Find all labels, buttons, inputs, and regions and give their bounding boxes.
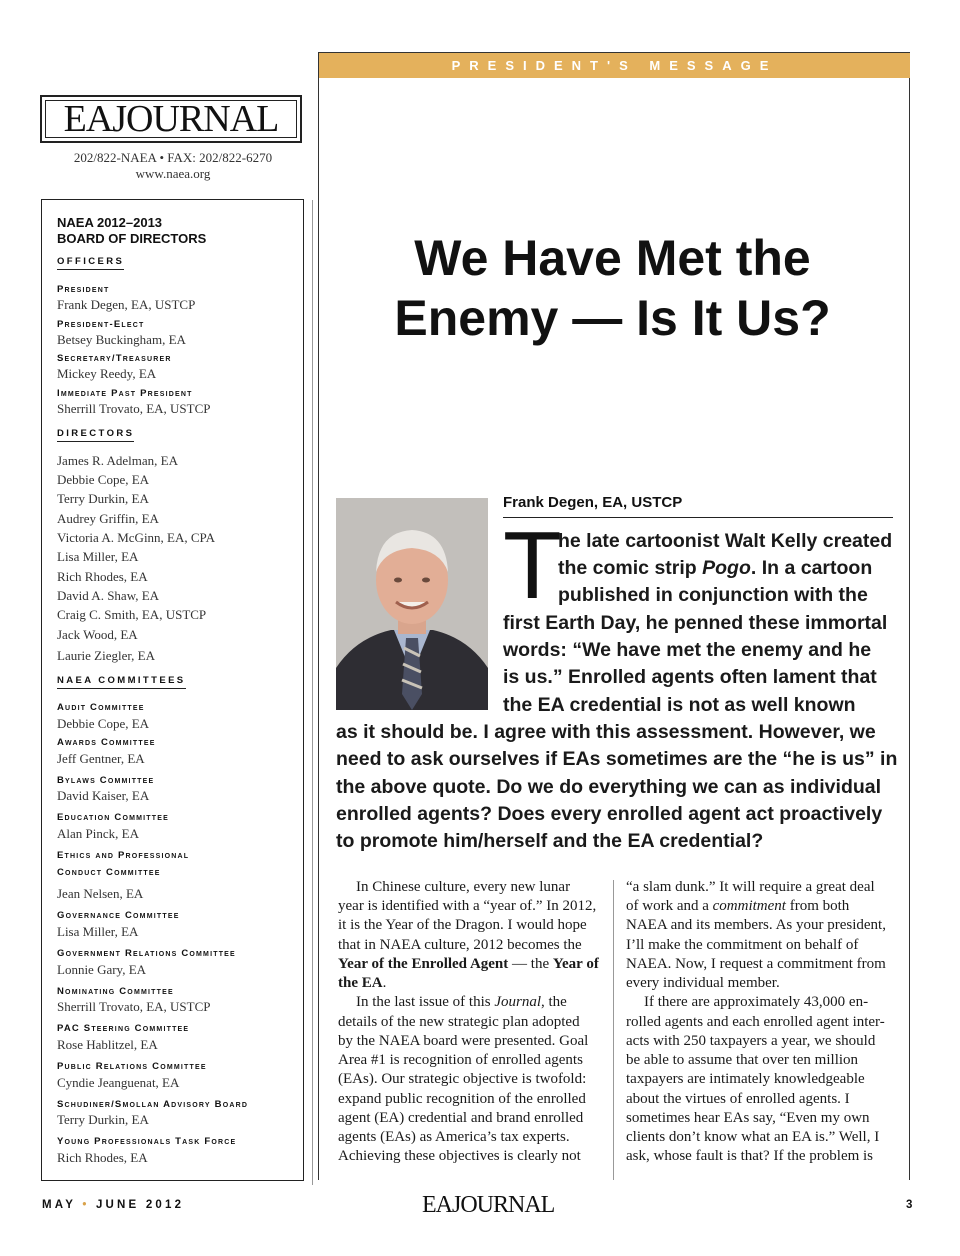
author-photo <box>336 498 488 710</box>
director-name: Debbie Cope, EA <box>57 472 150 487</box>
article-title <box>330 228 895 348</box>
body-line: by the NAEA board were presented. Goal <box>338 1033 589 1049</box>
article-title-line1: We Have Met the <box>414 230 811 286</box>
committee-name: Public Relations Committee <box>57 1061 207 1072</box>
committee-name: Audit Committee <box>57 702 145 713</box>
committee-chair: Alan Pinck, EA <box>57 826 139 841</box>
director-name: James R. Adelman, EA <box>57 453 178 468</box>
committee-name: PAC Steering Committee <box>57 1023 190 1034</box>
director-name: David A. Shaw, EA <box>57 588 160 603</box>
board-heading-years: NAEA 2012–2013 <box>57 215 163 230</box>
issue-month-2: JUNE 2012 <box>95 1199 185 1211</box>
committee-name-line2: Conduct Committee <box>57 867 161 878</box>
director-name: Terry Durkin, EA <box>57 491 149 506</box>
ea-journal-logo <box>40 95 302 143</box>
officer-role: President <box>57 284 110 295</box>
committee-chair: Lonnie Gary, EA <box>57 962 147 977</box>
column-divider <box>613 880 614 1180</box>
committee-chair: Terry Durkin, EA <box>57 1112 149 1127</box>
lead-line: first Earth Day, he penned these immortal <box>503 612 888 634</box>
committee-name: Awards Committee <box>57 737 156 748</box>
body-line: “a slam dunk.” It will require a great deal <box>626 879 875 895</box>
committee-name: Government Relations Committee <box>57 948 236 959</box>
body-line: NAEA and its members. As your president, <box>626 917 886 933</box>
officer-name: Betsey Buckingham, EA <box>57 332 186 347</box>
officer-role: Immediate Past President <box>57 388 193 399</box>
board-heading <box>57 215 206 247</box>
body-line: I’ll make the commitment on behalf of <box>626 937 859 953</box>
issue-month-1: MAY <box>42 1199 76 1211</box>
body-bold: Year of the Enrolled Agent <box>338 956 509 972</box>
lead-line <box>558 555 872 582</box>
director-name: Laurie Ziegler, EA <box>57 648 156 663</box>
committee-name: Schudiner/Smollan Advisory Board <box>57 1099 249 1110</box>
body-line: every individual member. <box>626 975 780 991</box>
body-line: expand public recognition of the enrolled <box>338 1091 586 1107</box>
lead-line: the above quote. Do we do everything we can as individual <box>336 776 882 798</box>
director-name: Victoria A. McGinn, EA, CPA <box>57 530 215 545</box>
committee-name: Bylaws Committee <box>57 775 155 786</box>
body-line: agents (EAs) as America’s tax experts. <box>338 1129 570 1145</box>
body-line: taxpayers are intimately knowledgeable <box>626 1071 865 1087</box>
committee-chair: Sherrill Trovato, EA, USTCP <box>57 999 211 1014</box>
body-line: rolled agents and each enrolled agent inter- <box>626 1014 885 1030</box>
committee-chair: Jeff Gentner, EA <box>57 751 145 766</box>
body-bold: the EA <box>338 975 383 991</box>
body-text: , the <box>541 994 567 1010</box>
body-line: (EAs). Our strategic objective is twofold: <box>338 1071 587 1087</box>
lead-line: words: “We have met the enemy and he <box>503 639 872 661</box>
lead-line: to promote him/herself and the EA credential? <box>336 830 764 852</box>
body-line <box>626 897 849 916</box>
director-name: Craig C. Smith, EA, USTCP <box>57 607 207 622</box>
committee-chair: Rose Hablitzel, EA <box>57 1037 158 1052</box>
issue-separator: • <box>82 1199 90 1211</box>
committee-chair: Debbie Cope, EA <box>57 716 150 731</box>
committee-chair: Jean Nelsen, EA <box>57 886 144 901</box>
committee-chair: Lisa Miller, EA <box>57 924 139 939</box>
body-line: year is identified with a “year of.” In 2012, <box>338 898 597 914</box>
body-line: Area #1 is recognition of enrolled agents <box>338 1052 583 1068</box>
article-byline: Frank Degen, EA, USTCP <box>503 494 893 518</box>
lead-line: published in conjunction with the <box>558 584 868 606</box>
contact-website: www.naea.org <box>135 166 211 181</box>
director-name: Jack Wood, EA <box>57 627 138 642</box>
contact-phone-fax: 202/822-NAEA • FAX: 202/822-6270 <box>73 150 273 165</box>
officer-name: Mickey Reedy, EA <box>57 366 157 381</box>
body-line: NAEA. Now, I request a commitment from <box>626 956 886 972</box>
body-line: sometimes hear EAs say, “Even my own <box>626 1110 870 1126</box>
officer-name: Sherrill Trovato, EA, USTCP <box>57 401 211 416</box>
body-line: be able to assume that over ten million <box>626 1052 859 1068</box>
body-line: Achieving these objectives is clearly not <box>338 1148 581 1164</box>
committee-name: Governance Committee <box>57 910 180 921</box>
director-name: Rich Rhodes, EA <box>57 569 148 584</box>
article-title-line2: Enemy — Is It Us? <box>394 290 831 346</box>
footer-logo: EAJOURNAL <box>422 1192 555 1218</box>
body-line: clients don’t know what an EA is.” Well, I <box>626 1129 880 1145</box>
body-text: . <box>382 975 387 991</box>
body-line <box>338 955 599 974</box>
committee-chair: Cyndie Jeanguenat, EA <box>57 1075 180 1090</box>
section-banner: PRESIDENT'S MESSAGE <box>319 53 910 78</box>
lead-line: enrolled agents? Does every enrolled agent act proactively <box>336 803 883 825</box>
body-text: from both <box>785 898 850 914</box>
body-text: of work and a <box>626 898 713 914</box>
page-number: 3 <box>906 1199 913 1211</box>
author-portrait-illustration <box>336 498 488 710</box>
body-line: acts with 250 taxpayers a year, we should <box>626 1033 876 1049</box>
body-line: If there are approximately 43,000 en- <box>644 994 869 1010</box>
lead-line: is us.” Enrolled agents often lament that <box>503 666 877 688</box>
body-line <box>356 993 567 1012</box>
committee-name: Education Committee <box>57 812 169 823</box>
body-line: details of the new strategic plan adopted <box>338 1014 580 1030</box>
lead-text-italic: Pogo <box>702 557 751 579</box>
committee-chair: Rich Rhodes, EA <box>57 1150 148 1165</box>
lead-line: he late cartoonist Walt Kelly created <box>558 530 893 552</box>
lead-line: as it should be. I agree with this assessment. However, we <box>336 721 876 743</box>
committee-chair: David Kaiser, EA <box>57 788 150 803</box>
lead-text: . In a cartoon <box>750 557 873 579</box>
directors-heading: DIRECTORS <box>57 428 134 442</box>
committee-name: Nominating Committee <box>57 986 174 997</box>
body-italic: Journal <box>494 994 541 1010</box>
logo-wordmark: EAJOURNAL <box>45 100 297 138</box>
body-line: it is the Year of the Dragon. I would hope <box>338 917 587 933</box>
body-text: — the <box>508 956 553 972</box>
body-bold: Year of <box>552 956 599 972</box>
officer-name: Frank Degen, EA, USTCP <box>57 297 196 312</box>
body-line: that in NAEA culture, 2012 becomes the <box>338 937 582 953</box>
body-line: ask, whose fault is that? If the problem is <box>626 1148 874 1164</box>
body-italic: commitment <box>712 898 786 914</box>
issue-date <box>42 1199 184 1211</box>
director-name: Audrey Griffin, EA <box>57 511 159 526</box>
officer-role: Secretary/Treasurer <box>57 353 172 364</box>
board-heading-title: BOARD OF DIRECTORS <box>57 231 207 246</box>
lead-line: need to ask ourselves if EAs sometimes are the “he is us” in <box>336 748 898 770</box>
officers-heading: OFFICERS <box>57 256 124 270</box>
lead-text: the comic strip <box>558 557 703 579</box>
committee-name: Young Professionals Task Force <box>57 1136 237 1147</box>
body-text: In the last issue of this <box>356 994 495 1010</box>
body-line: In Chinese culture, every new lunar <box>356 879 571 895</box>
committees-heading: NAEA COMMITTEES <box>57 675 186 689</box>
body-line: agent (EA) credential and brand enrolled <box>338 1110 584 1126</box>
drop-cap: T <box>503 512 562 619</box>
body-line <box>338 974 386 993</box>
officer-role: President-Elect <box>57 319 145 330</box>
sidebar-divider <box>312 200 313 1185</box>
committee-name: Ethics and Professional <box>57 850 190 861</box>
body-line: about the virtues of enrolled agents. I <box>626 1091 850 1107</box>
lead-line: the EA credential is not as well known <box>503 694 856 716</box>
director-name: Lisa Miller, EA <box>57 549 139 564</box>
